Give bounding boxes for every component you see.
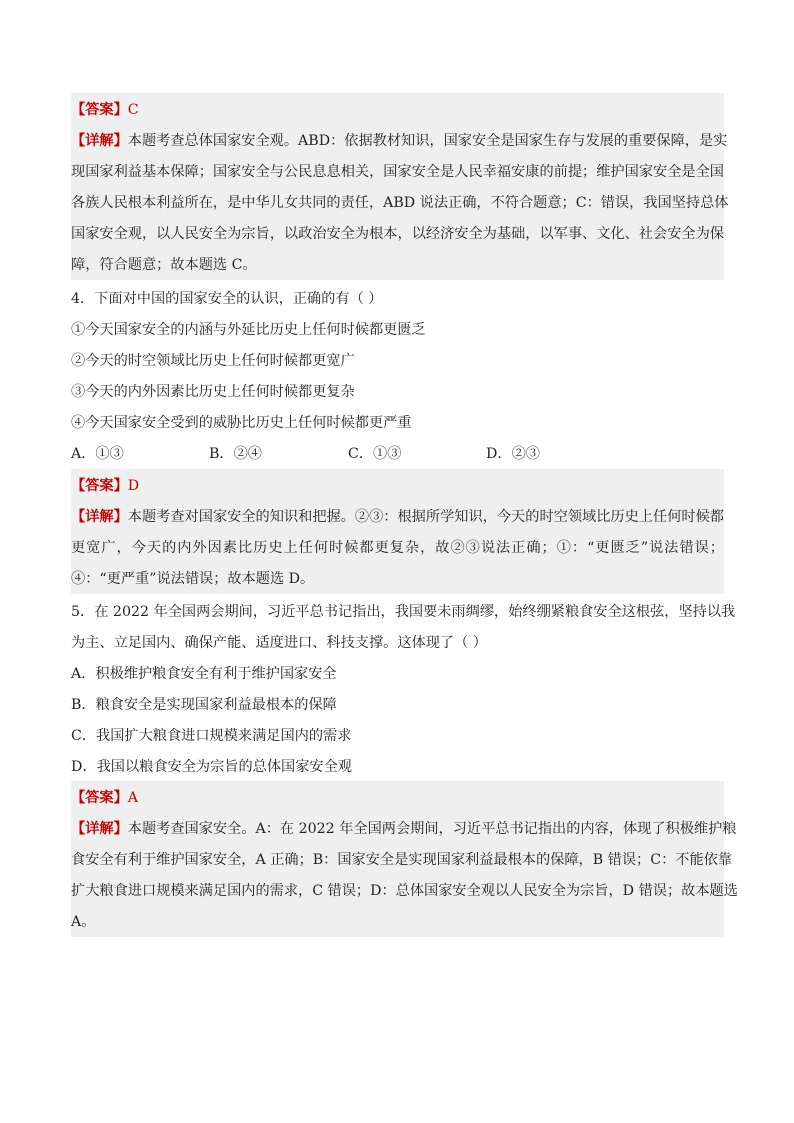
detail-tag: 【详解】 (71, 133, 128, 149)
answer-value: D (127, 478, 140, 494)
q3-answer-line (71, 101, 139, 119)
q5-option-b: B．粮食安全是实现国家利益最根本的保障 (71, 697, 337, 713)
q4-option-b: B．②④ (209, 446, 262, 462)
q4-detail-line-2: 更宽广，今天的内外因素比历史上任何时候都更复杂，故②③说法正确；①：“更匮乏”说法错误； (71, 540, 724, 556)
q3-detail-line-1 (71, 132, 728, 150)
q4-stem: 4．下面对中国的国家安全的认识，正确的有（ ） (71, 291, 383, 307)
answer-tag: 【答案】 (71, 102, 128, 118)
q4-statement-1: ①今天国家安全的内涵与外延比历史上任何时候都更匮乏 (71, 322, 426, 338)
q4-question-block (71, 284, 724, 464)
q5-option-d: D．我国以粮食安全为宗旨的总体国家安全观 (71, 759, 352, 775)
q4-answer-block (71, 469, 724, 594)
q5-option-c: C．我国扩大粮食进口规模来满足国内的需求 (71, 728, 352, 744)
q4-option-c: C．①③ (348, 446, 402, 462)
answer-value: C (127, 102, 139, 118)
q4-statement-3: ③今天的内外因素比历史上任何时候都更复杂 (71, 384, 355, 400)
q5-stem-line-2: 为主、立足国内、确保产能、适度进口、科技支撑。这体现了（ ） (71, 635, 487, 651)
q4-detail-line-3: ④：“更严重”说法错误；故本题选 D。 (71, 571, 315, 587)
q5-detail-line-1 (71, 820, 737, 838)
answer-value: A (127, 790, 139, 806)
q5-answer-line (71, 789, 138, 807)
q5-answer-block (71, 781, 738, 937)
detail-text: 本题考查总体国家安全观。ABD：依据教材知识，国家安全是国家生存与发展的重要保障，是实 (127, 133, 728, 149)
answer-tag: 【答案】 (71, 790, 128, 806)
q5-stem-line-1: 5．在 2022 年全国两会期间，习近平总书记指出，我国要未雨绸缪，始终绷紧粮食安全这根弦，坚持以我 (71, 604, 736, 620)
q5-question-block (71, 596, 736, 776)
q3-detail-line-5: 障，符合题意；故本题选 C。 (71, 257, 257, 273)
detail-tag: 【详解】 (71, 509, 128, 525)
q4-statement-2: ②今天的时空领域比历史上任何时候都更宽广 (71, 353, 355, 369)
detail-text: 本题考查国家安全。A：在 2022 年全国两会期间，习近平总书记指出的内容，体现了积极维护粮 (127, 821, 737, 837)
q3-answer-block (71, 93, 729, 280)
q4-statement-4: ④今天国家安全受到的威胁比历史上任何时候都更严重 (71, 415, 412, 431)
detail-text: 本题考查对国家安全的知识和把握。②③：根据所学知识，今天的时空领域比历史上任何时候都 (127, 509, 724, 525)
q5-detail-line-3: 扩大粮食进口规模来满足国内的需求，C 错误；D：总体国家安全观以人民安全为宗旨，D 错误；故本题选 (71, 883, 738, 899)
q3-detail-line-2: 现国家利益基本保障；国家安全与公民息息相关，国家安全是人民幸福安康的前提；维护国家安全是全国 (71, 164, 724, 180)
q5-detail-line-2: 食安全有利于维护国家安全，A 正确；B：国家安全是实现国家利益最根本的保障，B 错误；C：不能依靠 (71, 852, 733, 868)
q3-detail-line-4: 国家安全观，以人民安全为宗旨，以政治安全为根本，以经济安全为基础，以军事、文化、社会安全为保 (71, 226, 724, 242)
q3-detail-line-3: 各族人民根本利益所在，是中华儿女共同的责任，ABD 说法正确，不符合题意；C：错误，我国坚持总体 (71, 195, 729, 211)
detail-tag: 【详解】 (71, 821, 128, 837)
q4-option-a: A．①③ (71, 446, 124, 462)
q5-option-a: A．积极维护粮食安全有利于维护国家安全 (71, 666, 337, 682)
q4-option-d: D．②③ (486, 446, 540, 462)
q5-detail-line-4: A。 (71, 914, 96, 930)
answer-tag: 【答案】 (71, 478, 128, 494)
q4-detail-line-1 (71, 508, 724, 526)
q4-answer-line (71, 477, 139, 495)
